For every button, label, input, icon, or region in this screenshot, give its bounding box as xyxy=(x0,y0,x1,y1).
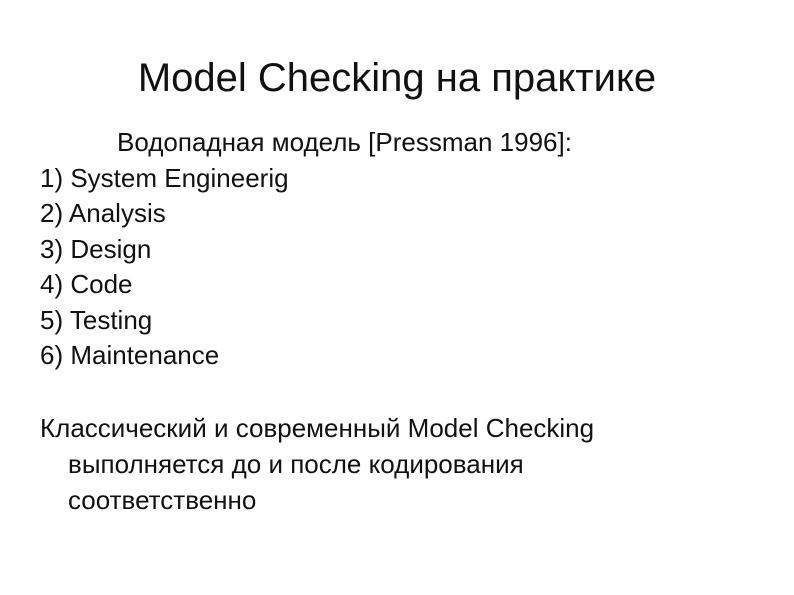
note-line: Классический и современный Model Checking xyxy=(40,413,595,443)
note-line: выполняется до и после кодирования xyxy=(68,449,524,479)
step-item: 4) Code xyxy=(40,269,133,300)
step-item: 2) Analysis xyxy=(40,198,166,229)
step-item: 5) Testing xyxy=(40,304,153,335)
slide-subtitle: Водопадная модель [Pressman 1996]: xyxy=(117,127,572,157)
step-item: 6) Maintenance xyxy=(40,340,220,371)
note-line: соответственно xyxy=(68,485,257,515)
waterfall-steps-list xyxy=(40,161,289,373)
step-item: 1) System Engineerig xyxy=(40,163,289,193)
step-item: 3) Design xyxy=(40,233,152,264)
slide-title: Model Checking на практике xyxy=(137,56,657,100)
note-paragraph xyxy=(40,410,760,518)
